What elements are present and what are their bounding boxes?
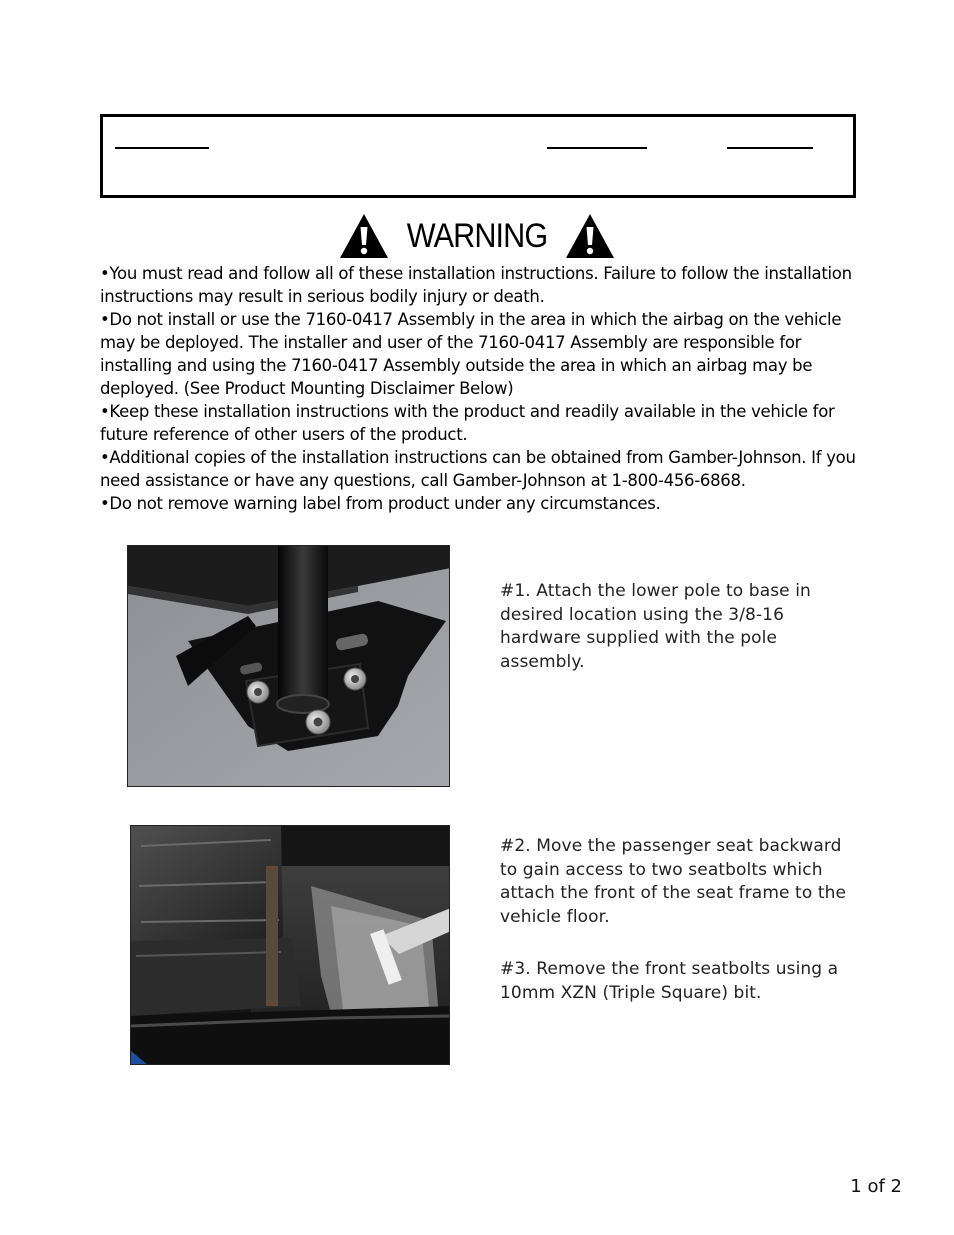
warning-bullet: •Do not install or use the 7160-0417 Assembly in the area in which the airbag on the vehicle may be deployed. The installer and user of the 7160-0417 Assembly are responsible for installing and using the 7160-0417 Assembly outside the area in which an airbag may be deployed. (See Product Mounting Disclaimer Below) — [100, 310, 842, 398]
step-3-text — [500, 958, 860, 1005]
step-3-label: #3. Remove the front seatbolts using a 10mm XZN (Triple Square) bit. — [500, 959, 839, 1003]
page-number: 1 of 2 — [850, 1176, 902, 1197]
header-field-line — [727, 147, 813, 149]
passenger-seat-photo — [130, 825, 450, 1065]
step-1-label: #1. Attach the lower pole to base in desired location using the 3/8-16 hardware supplied with the pole assembly. — [500, 581, 811, 672]
warning-triangle-icon — [565, 213, 615, 259]
warning-title: WARNING — [406, 216, 548, 255]
warning-bullet: •Keep these installation instructions with the product and readily available in the vehicle for future reference of other users of the product. — [100, 402, 835, 444]
step-1-text — [500, 580, 830, 674]
header-field-line — [115, 147, 209, 149]
warning-triangle-icon — [339, 213, 389, 259]
warning-bullets — [100, 262, 860, 515]
header-field-line — [547, 147, 647, 149]
header-box — [100, 114, 856, 198]
warning-heading — [0, 212, 954, 260]
pole-base-photo — [127, 545, 450, 787]
warning-bullet: •Do not remove warning label from product under any circumstances. — [100, 494, 661, 513]
step-2-text — [500, 835, 860, 929]
step-2-label: #2. Move the passenger seat backward to gain access to two seatbolts which attach the front of the seat frame to the vehicle floor. — [500, 836, 847, 927]
warning-bullet: •You must read and follow all of these installation instructions. Failure to follow the installation instructions may result in serious bodily injury or death. — [100, 264, 852, 306]
warning-bullet: •Additional copies of the installation instructions can be obtained from Gamber-Johnson. If you need assistance or have any questions, call Gamber-Johnson at 1-800-456-6868. — [100, 448, 856, 490]
